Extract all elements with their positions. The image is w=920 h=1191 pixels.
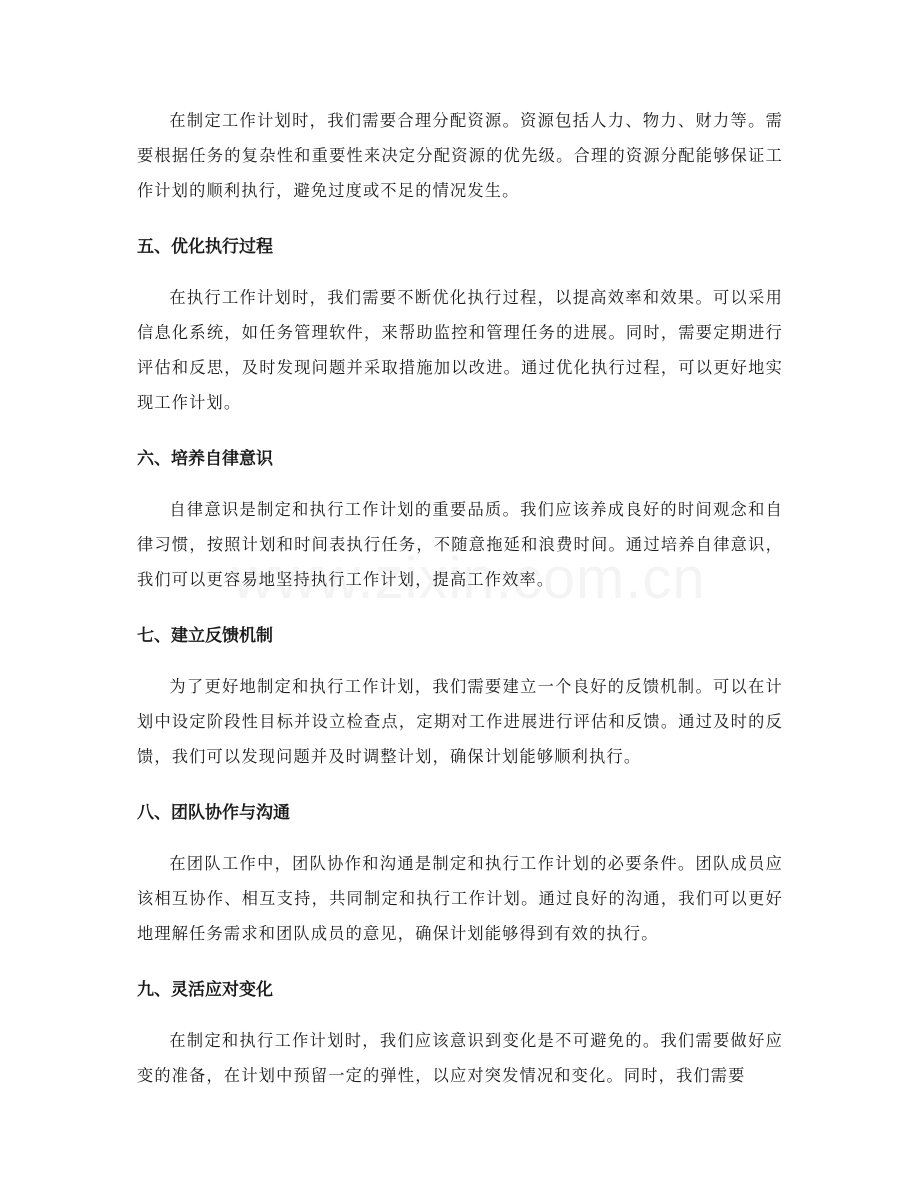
section-heading-6: 六、培养自律意识 — [137, 449, 273, 469]
section-paragraph-5: 在执行工作计划时，我们需要不断优化执行过程，以提高效率和效果。可以采用信息化系统，如任务管理软件，来帮助监控和管理任务的进展。同时，需要定期进行评估和反思，及时发现问题并采取措施加以改进。通过优化执行过程，可以更好地实现工作计划。 — [137, 288, 783, 412]
section-heading-8: 八、团队协作与沟通 — [137, 803, 290, 823]
section-paragraph-6: 自律意识是制定和执行工作计划的重要品质。我们应该养成良好的时间观念和自律习惯，按照计划和时间表执行任务，不随意拖延和浪费时间。通过培养自律意识，我们可以更容易地坚持执行工作计划，提高工作效率。 — [137, 500, 783, 589]
section-paragraph-9: 在制定和执行工作计划时，我们应该意识到变化是不可避免的。我们需要做好应变的准备，在计划中预留一定的弹性，以应对突发情况和变化。同时，我们需要 — [137, 1031, 783, 1085]
section-heading-9: 九、灵活应对变化 — [137, 980, 273, 1000]
section-heading-5: 五、优化执行过程 — [137, 237, 273, 257]
intro-paragraph: 在制定工作计划时，我们需要合理分配资源。资源包括人力、物力、财力等。需要根据任务的复杂性和重要性来决定分配资源的优先级。合理的资源分配能够保证工作计划的顺利执行，避免过度或不足的情况发生。 — [137, 111, 783, 200]
section-paragraph-7: 为了更好地制定和执行工作计划，我们需要建立一个良好的反馈机制。可以在计划中设定阶段性目标并设立检查点，定期对工作进展进行评估和反馈。通过及时的反馈，我们可以发现问题并及时调整计划，确保计划能够顺利执行。 — [137, 677, 783, 766]
section-paragraph-8: 在团队工作中，团队协作和沟通是制定和执行工作计划的必要条件。团队成员应该相互协作、相互支持，共同制定和执行工作计划。通过良好的沟通，我们可以更好地理解任务需求和团队成员的意见，确保计划能够得到有效的执行。 — [137, 854, 783, 943]
section-heading-7: 七、建立反馈机制 — [137, 626, 273, 646]
document-body — [137, 103, 783, 1093]
